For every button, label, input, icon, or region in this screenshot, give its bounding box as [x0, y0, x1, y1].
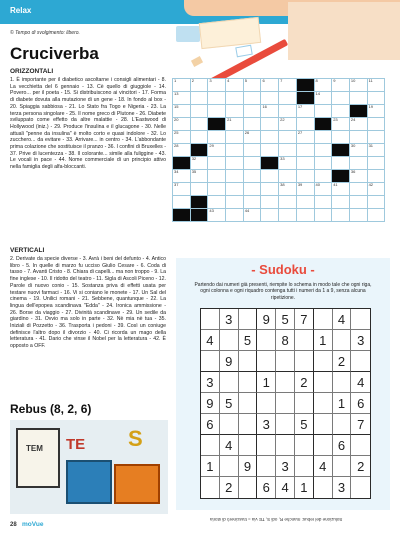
- sudoku-cell[interactable]: [257, 330, 276, 351]
- sudoku-cell: 9: [220, 351, 239, 372]
- crossword-cell[interactable]: [350, 196, 368, 209]
- crossword-cell[interactable]: [332, 209, 350, 222]
- crossword-cell[interactable]: [315, 105, 333, 118]
- crossword-cell[interactable]: [350, 144, 368, 157]
- sudoku-cell[interactable]: [220, 456, 239, 477]
- sudoku-cell[interactable]: [201, 309, 220, 330]
- crossword-cell-number: 42: [368, 182, 374, 187]
- decor-blue-note: [176, 26, 200, 42]
- sudoku-cell: 5: [276, 309, 295, 330]
- crossword-cell-number: 13: [174, 91, 179, 96]
- crossword-cell[interactable]: [297, 144, 315, 157]
- crossword-cell[interactable]: [226, 92, 244, 105]
- crossword-cell[interactable]: [261, 144, 279, 157]
- sudoku-cell[interactable]: [314, 351, 333, 372]
- crossword-black-cell: [208, 118, 226, 131]
- crossword-black-cell: [297, 79, 315, 92]
- crossword-cell[interactable]: [350, 183, 368, 196]
- crossword-cell-number: 17: [297, 104, 303, 109]
- crossword-cell-number: 21: [227, 117, 232, 122]
- crossword-cell[interactable]: [279, 183, 297, 196]
- page-number: 28: [10, 522, 17, 528]
- crossword-cell[interactable]: [208, 209, 226, 222]
- crossword-cell[interactable]: [226, 183, 244, 196]
- crossword-cell[interactable]: [368, 118, 386, 131]
- sudoku-cell: 2: [295, 372, 314, 393]
- sudoku-cell: 8: [276, 330, 295, 351]
- crossword-cell[interactable]: [244, 92, 262, 105]
- crossword-cell[interactable]: [315, 157, 333, 170]
- crossword-cell-number: 20: [174, 117, 179, 122]
- crossword-cell-number: 1: [174, 78, 177, 83]
- sudoku-cell[interactable]: [351, 351, 370, 372]
- sudoku-instructions: Partendo dai numeri già presenti, riempite lo schema in modo tale che ogni riga, ogni colonna e ogni riquadro contenga tutti i numeri da 1 a 9, senza alcuna ripetizione.: [194, 282, 372, 301]
- crossword-cell[interactable]: [244, 105, 262, 118]
- crossword-cell[interactable]: [297, 131, 315, 144]
- crossword-cell[interactable]: [208, 79, 226, 92]
- sudoku-cell[interactable]: [351, 435, 370, 456]
- crossword-cell[interactable]: [226, 196, 244, 209]
- pencil-tip-icon: [191, 56, 203, 67]
- crossword-cell-number: 41: [333, 182, 338, 187]
- crossword-cell-number: 26: [244, 130, 250, 135]
- rebus-sign-text: TEM: [26, 444, 43, 453]
- sudoku-cell[interactable]: [295, 351, 314, 372]
- sudoku-cell: 1: [314, 330, 333, 351]
- sudoku-cell: 6: [333, 435, 352, 456]
- crossword-black-cell: [191, 209, 209, 222]
- crossword-cell[interactable]: [368, 79, 386, 92]
- crossword-cell[interactable]: [191, 183, 209, 196]
- rebus-book-orange: [114, 464, 160, 504]
- crossword-cell[interactable]: [279, 92, 297, 105]
- rebus-letter-s: S: [128, 426, 143, 451]
- sudoku-cell[interactable]: [276, 351, 295, 372]
- sudoku-grid: [200, 308, 371, 499]
- crossword-cell[interactable]: [244, 144, 262, 157]
- crossword-cell-number: 38: [280, 182, 285, 187]
- sudoku-cell: 7: [295, 309, 314, 330]
- crossword-black-cell: [173, 209, 191, 222]
- crossword-cell-number: 34: [174, 169, 179, 174]
- sudoku-cell: 5: [220, 393, 239, 414]
- sudoku-cell: 1: [295, 477, 314, 498]
- sudoku-cell[interactable]: [314, 414, 333, 435]
- sudoku-cell[interactable]: [333, 456, 352, 477]
- crossword-cell[interactable]: [315, 92, 333, 105]
- crossword-cell[interactable]: [244, 170, 262, 183]
- sudoku-cell[interactable]: [257, 435, 276, 456]
- crossword-cell-number: 40: [315, 182, 320, 187]
- sudoku-cell[interactable]: [239, 393, 258, 414]
- sudoku-cell[interactable]: [201, 435, 220, 456]
- crossword-cell-number: 16: [262, 104, 267, 109]
- sudoku-cell[interactable]: [257, 456, 276, 477]
- crossword-cell[interactable]: [332, 79, 350, 92]
- crossword-cell[interactable]: [191, 170, 209, 183]
- crossword-cell[interactable]: [173, 144, 191, 157]
- sudoku-cell: 3: [220, 309, 239, 330]
- crossword-black-cell: [332, 144, 350, 157]
- sudoku-cell: 4: [314, 456, 333, 477]
- crossword-cell[interactable]: [261, 196, 279, 209]
- sudoku-cell: 6: [201, 414, 220, 435]
- clues-across: [10, 68, 166, 171]
- sudoku-cell: 3: [201, 372, 220, 393]
- crossword-cell[interactable]: [191, 78, 212, 92]
- crossword-cell[interactable]: [208, 105, 226, 118]
- sudoku-cell: 2: [351, 456, 370, 477]
- crossword-cell[interactable]: [332, 157, 350, 170]
- crossword-cell-number: 22: [280, 117, 285, 122]
- crossword-cell[interactable]: [297, 209, 315, 222]
- sudoku-cell: 2: [333, 351, 352, 372]
- clues-down: [10, 247, 166, 350]
- crossword-cell[interactable]: [350, 79, 368, 92]
- crossword-cell-number: 39: [297, 182, 303, 187]
- crossword-cell-number: 31: [368, 143, 374, 148]
- sudoku-cell[interactable]: [276, 435, 295, 456]
- crossword-cell[interactable]: [368, 196, 386, 209]
- decor-paper-card: [199, 17, 261, 49]
- crossword-cell[interactable]: [279, 196, 297, 209]
- clues-across-heading: ORIZZONTALI: [10, 68, 54, 75]
- crossword-cell[interactable]: [226, 157, 244, 170]
- crossword-cell[interactable]: [208, 170, 226, 183]
- sudoku-cell[interactable]: [239, 372, 258, 393]
- crossword-cell-number: 8: [315, 78, 318, 83]
- clues-down-text: 2. Derivate da specie diverse - 3. Avrà i beni del defunto - 4. Antico libro - 5. In quelle di marzo fu ucciso Giulio Cesare - 6. Coda di tasso - 7. Avanti Cristo - 8. Chiara di capelli... ma non troppo - 9. La fine inglese - 10. Il ridotto del teatro - 11. Sigla di Ascoli Piceno - 12. Parole di nuovo conio - 15. Sostanza priva di effetti usata per testare nuovi farmaci - 16. Vi si conianо le monete - 17. Un Sal del cinema - 19. Unilici romani - 21. Sebbene, quantunque - 22. La lingua dell'epopea scandinava "Edda" - 24. Ironica ammissione - 26. Borse da viaggio - 27. Divinità scandinave - 29. Un sedile da giardino - 31. Ovvio ma solo in parte - 32. Nè mia nè tua - 35. Iniziali di Pozzetto - 36. Trasporta i pedoni - 39. Così un coniuge definisce l'altro dopo il divorzio - 40. Ci ricorda un mago della letteratura - 41. Dario che vinse il Nobel per la letteratura - 42. È opposto a OFF.: [10, 256, 166, 350]
- crossword-cell[interactable]: [297, 183, 315, 196]
- crossword-cell[interactable]: [226, 144, 244, 157]
- crossword-cell-number: 6: [262, 78, 265, 83]
- crossword-cell-number: 30: [350, 143, 356, 148]
- clues-across-text: 1. È importante per il diabetico ascoltarne i consigli alimentari - 8. La vecchietta del 6 gennaio - 13. Cè quello di giuggiole - 14. Povero... per il poeta - 15. Si distribuiscono ai vincitori - 17. Forma di diabete dovuta alla mutazione di un gene - 18. In fondo al box - 20. Spiaggia sabbiosa - 21. Lo Stato fra Togo e Nigeria - 23. La terza persona singolare - 25. Il nome greco di Plutone - 26. Diabete sviluppato come effetto da altre malattie - 28. L'Eastwood di Hollywood (iniz.) - 29. Produce l'insulina e il glucagone - 30. Nelle attuali "penne da insulina" è molto corto e quasi indolore - 32. Lo zucchero... da evitare - 33. Arrivare... in centro - 34. L'abbondante prima colazione che sostituisce il pranzo - 36. I confini di Bruxelles - 37. Prive di lucentezza - 38. Il colorante... simile alla fuliggine - 43. Le vocali in pace - 44. Nome commerciale di un principio attivo nella famiglia degli alfa-bloccanti.: [10, 77, 166, 171]
- crossword-cell-number: 35: [191, 169, 197, 174]
- time-note: © Tempo di svolgimento: libero.: [10, 30, 80, 36]
- crossword-cell[interactable]: [350, 92, 368, 105]
- crossword-cell-number: 43: [209, 208, 214, 213]
- sudoku-cell: 4: [220, 435, 239, 456]
- crossword-cell[interactable]: [350, 118, 368, 131]
- crossword-cell-number: 2: [191, 78, 194, 83]
- sudoku-cell[interactable]: [220, 330, 239, 351]
- crossword-cell[interactable]: [261, 209, 279, 222]
- sudoku-cell: 3: [333, 477, 352, 498]
- crossword-cell[interactable]: [191, 131, 209, 144]
- sudoku-cell[interactable]: [239, 351, 258, 372]
- crossword-cell[interactable]: [208, 183, 226, 196]
- sudoku-cell: 4: [333, 309, 352, 330]
- sudoku-cell[interactable]: [333, 414, 352, 435]
- crossword-cell[interactable]: [332, 92, 350, 105]
- crossword-cell[interactable]: [297, 105, 315, 118]
- crossword-cell-number: 10: [350, 78, 356, 83]
- crossword-cell-number: 7: [280, 78, 283, 83]
- crossword-cell-number: 5: [244, 78, 247, 83]
- sudoku-cell: 7: [351, 414, 370, 435]
- crossword-cell[interactable]: [244, 209, 262, 222]
- sudoku-cell: 1: [257, 372, 276, 393]
- crossword-cell-number: 33: [280, 156, 285, 161]
- crossword-cell[interactable]: [315, 183, 333, 196]
- crossword-cell[interactable]: [368, 105, 386, 118]
- crossword-cell[interactable]: [191, 118, 209, 131]
- crossword-cell[interactable]: [261, 183, 279, 196]
- crossword-cell-number: 25: [174, 130, 179, 135]
- crossword-cell-number: 23: [333, 117, 338, 122]
- sudoku-cell: 3: [257, 414, 276, 435]
- crossword-cell[interactable]: [332, 118, 350, 131]
- sudoku-cell: 4: [201, 330, 220, 351]
- crossword-cell[interactable]: [226, 79, 244, 92]
- crossword-cell-number: 24: [350, 117, 356, 122]
- crossword-cell[interactable]: [226, 131, 244, 144]
- sudoku-cell: 4: [351, 372, 370, 393]
- crossword-cell[interactable]: [173, 183, 191, 196]
- sudoku-cell[interactable]: [314, 435, 333, 456]
- crossword-cell-number: 28: [174, 143, 179, 148]
- crossword-cell[interactable]: [368, 183, 386, 196]
- sudoku-cell: 4: [276, 477, 295, 498]
- sudoku-cell: 1: [201, 456, 220, 477]
- sudoku-cell[interactable]: [333, 330, 352, 351]
- crossword-cell-number: 32: [191, 156, 197, 161]
- sudoku-cell[interactable]: [314, 309, 333, 330]
- sudoku-cell: 9: [201, 393, 220, 414]
- crossword-cell[interactable]: [261, 170, 279, 183]
- crossword-cell[interactable]: [226, 118, 244, 131]
- crossword-cell[interactable]: [297, 196, 315, 209]
- magazine-logo: moVue: [22, 521, 44, 528]
- sudoku-cell[interactable]: [351, 477, 370, 498]
- sudoku-cell[interactable]: [257, 393, 276, 414]
- sudoku-cell[interactable]: [314, 477, 333, 498]
- crossword-black-cell: [261, 157, 279, 170]
- crossword-black-cell: [315, 118, 333, 131]
- crossword-black-cell: [191, 196, 209, 209]
- crossword-cell[interactable]: [315, 144, 333, 157]
- crossword-title: Cruciverba: [10, 44, 99, 63]
- crossword-cell[interactable]: [261, 118, 279, 131]
- sudoku-cell: 2: [220, 477, 239, 498]
- crossword-cell[interactable]: [315, 131, 333, 144]
- sudoku-cell[interactable]: [239, 435, 258, 456]
- sudoku-cell[interactable]: [333, 372, 352, 393]
- crossword-cell[interactable]: [279, 209, 297, 222]
- sudoku-cell: 6: [257, 477, 276, 498]
- crossword-cell-number: 15: [174, 104, 179, 109]
- sudoku-cell[interactable]: [220, 372, 239, 393]
- crossword-cell[interactable]: [279, 118, 297, 131]
- crossword-cell[interactable]: [315, 209, 333, 222]
- crossword-cell-number: 11: [368, 78, 373, 83]
- sudoku-cell: 5: [295, 414, 314, 435]
- crossword-cell[interactable]: [261, 105, 279, 118]
- crossword-cell-number: 27: [297, 130, 303, 135]
- sudoku-cell[interactable]: [239, 414, 258, 435]
- clues-down-heading: VERTICALI: [10, 247, 45, 254]
- crossword-cell-number: 37: [174, 182, 179, 187]
- sudoku-cell[interactable]: [295, 393, 314, 414]
- sudoku-cell[interactable]: [276, 372, 295, 393]
- rebus-book-blue: [66, 460, 112, 504]
- crossword-cell[interactable]: [208, 144, 226, 157]
- rebus-title: Rebus (8, 2, 6): [10, 402, 92, 416]
- sudoku-cell[interactable]: [276, 414, 295, 435]
- crossword-grid: [172, 78, 385, 222]
- crossword-cell-number: 36: [350, 169, 356, 174]
- crossword-cell[interactable]: [244, 78, 265, 92]
- rebus-sign: [16, 428, 60, 488]
- sudoku-cell[interactable]: [239, 477, 258, 498]
- crossword-cell[interactable]: [226, 170, 244, 183]
- crossword-cell-number: 14: [315, 91, 320, 96]
- decor-sticky-note: [288, 2, 400, 60]
- crossword-cell[interactable]: [226, 209, 244, 222]
- sudoku-cell: 6: [351, 393, 370, 414]
- crossword-cell[interactable]: [350, 170, 368, 183]
- sudoku-cell: 9: [257, 309, 276, 330]
- sudoku-cell[interactable]: [276, 393, 295, 414]
- sudoku-cell[interactable]: [314, 393, 333, 414]
- crossword-cell[interactable]: [297, 157, 315, 170]
- crossword-cell[interactable]: [368, 209, 386, 222]
- crossword-cell[interactable]: [315, 196, 333, 209]
- crossword-cell-number: 3: [209, 78, 212, 83]
- crossword-cell-number: 29: [209, 143, 214, 148]
- sudoku-cell: 3: [351, 330, 370, 351]
- crossword-cell[interactable]: [208, 157, 226, 170]
- crossword-cell[interactable]: [261, 131, 279, 144]
- crossword-cell[interactable]: [279, 79, 297, 92]
- sudoku-cell[interactable]: [351, 309, 370, 330]
- crossword-cell[interactable]: [368, 157, 386, 170]
- crossword-cell[interactable]: [332, 196, 350, 209]
- crossword-cell[interactable]: [191, 105, 209, 118]
- crossword-cell[interactable]: [208, 92, 226, 105]
- crossword-cell[interactable]: [279, 131, 297, 144]
- crossword-cell[interactable]: [191, 92, 209, 105]
- sudoku-panel: [176, 258, 390, 510]
- sudoku-cell: 3: [276, 456, 295, 477]
- sudoku-cell: 5: [239, 330, 258, 351]
- sudoku-cell: 9: [239, 456, 258, 477]
- crossword-cell[interactable]: [244, 157, 262, 170]
- crossword-cell[interactable]: [332, 131, 350, 144]
- crossword-cell[interactable]: [244, 131, 262, 144]
- sudoku-cell[interactable]: [239, 309, 258, 330]
- crossword-cell[interactable]: [173, 196, 191, 209]
- sudoku-cell[interactable]: [201, 477, 220, 498]
- sudoku-cell[interactable]: [201, 351, 220, 372]
- section-tag: Relax: [10, 6, 32, 15]
- crossword-cell[interactable]: [261, 79, 279, 92]
- sudoku-cell[interactable]: [295, 435, 314, 456]
- crossword-cell[interactable]: [244, 183, 262, 196]
- sudoku-cell[interactable]: [295, 456, 314, 477]
- crossword-cell[interactable]: [368, 144, 386, 157]
- crossword-cell[interactable]: [279, 157, 297, 170]
- crossword-cell-number: 44: [244, 208, 250, 213]
- rebus-solution: Soluzione del rebus: manche R, odi S, TE via = trascinerò di storia: [210, 517, 343, 522]
- sudoku-cell[interactable]: [257, 351, 276, 372]
- crossword-cell[interactable]: [332, 183, 350, 196]
- rebus-letters-te: TE: [66, 436, 86, 453]
- rebus-image: [10, 420, 168, 514]
- crossword-cell-number: 4: [227, 78, 230, 83]
- sudoku-cell: 1: [333, 393, 352, 414]
- crossword-cell-number: 9: [333, 78, 336, 83]
- eraser-icon: [235, 45, 252, 58]
- sudoku-cell[interactable]: [314, 372, 333, 393]
- sudoku-cell[interactable]: [295, 330, 314, 351]
- crossword-cell-number: 19: [368, 104, 374, 109]
- crossword-cell[interactable]: [350, 209, 368, 222]
- sudoku-title: - Sudoku -: [251, 262, 315, 277]
- sudoku-cell[interactable]: [220, 414, 239, 435]
